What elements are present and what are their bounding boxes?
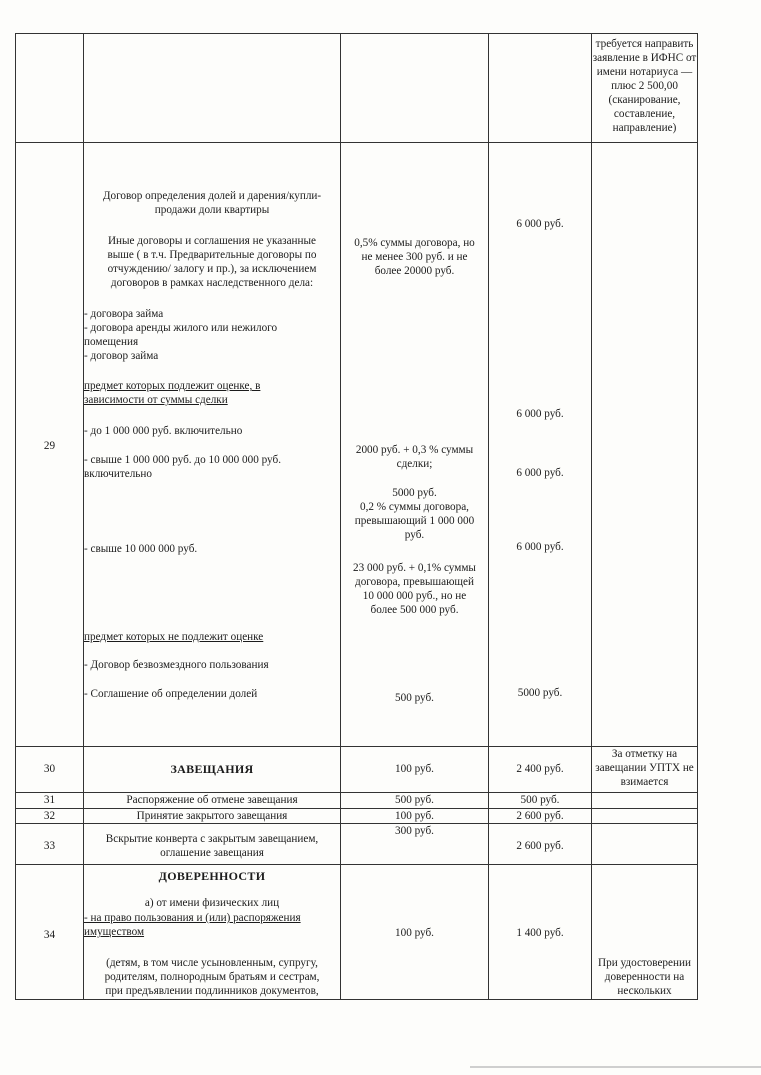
row29-loan-list: - договора займа - договора аренды жилого или нежилого помещения - договор займа [84, 308, 278, 362]
row29-gratuitous-use: - Договор безвозмездного пользования [84, 659, 269, 671]
row31-desc: Распоряжение об отмене завещания [126, 794, 298, 806]
row-border-29-top [15, 142, 698, 143]
row33-duty: 300 руб. [395, 825, 434, 837]
row31-number: 31 [43, 794, 56, 806]
row33-fee: 2 600 руб. [516, 840, 564, 852]
row32-fee: 2 600 руб. [516, 810, 564, 822]
row34-number: 34 [43, 929, 56, 941]
row34-title: ДОВЕРЕННОСТИ [158, 869, 266, 883]
scan-edge-line [470, 1066, 761, 1068]
row-border-bottom [15, 999, 698, 1000]
table-border-col4 [488, 33, 489, 999]
row32-duty: 100 руб. [395, 810, 434, 822]
table-border-right [697, 33, 698, 999]
row30-number: 30 [43, 763, 56, 775]
row29-duty-main: 0,5% суммы договора, но не менее 300 руб. и не более 20000 руб. [354, 237, 475, 277]
row29-fee-last: 5000 руб. [517, 687, 563, 699]
row33-number: 33 [43, 840, 56, 852]
row30-duty: 100 руб. [395, 763, 434, 775]
row34-fee: 1 400 руб. [516, 927, 564, 939]
row29-number: 29 [43, 440, 56, 452]
row29-duty-tier3: 23 000 руб. + 0,1% суммы договора, превышающей 10 000 000 руб., но не более 500 000 руб. [353, 562, 476, 616]
row34-subtitle: а) от имени физических лиц [144, 897, 280, 909]
row29-desc-head: Договор определения долей и дарения/купли- продажи доли квартиры [102, 190, 322, 216]
row34-note: При удостоверении доверенности на нескольких [598, 957, 691, 997]
row34-relatives: (детям, в том числе усыновленным, супругу, родителям, полнородным братьям и сестрам, при предъявлении подлинников документов, [104, 957, 320, 997]
row29-fee-main: 6 000 руб. [516, 218, 564, 230]
row29-tier3: - свыше 10 000 000 руб. [84, 543, 198, 555]
row31-fee: 500 руб. [520, 794, 560, 806]
table-border-left [15, 33, 16, 999]
row29-duty-last: 500 руб. [395, 692, 434, 704]
row30-desc: ЗАВЕЩАНИЯ [170, 762, 254, 776]
row29-duty-tier1: 2000 руб. + 0,3 % суммы сделки; [355, 444, 474, 470]
row29-appraised-head: предмет которых подлежит оценке, в зависимости от суммы сделки [84, 380, 261, 406]
row29-shares-agreement: - Соглашение об определении долей [84, 688, 258, 700]
row-border-top [15, 33, 698, 34]
row32-desc: Принятие закрытого завещания [136, 810, 288, 822]
row34-duty: 100 руб. [395, 927, 434, 939]
row32-number: 32 [43, 810, 56, 822]
row-border-34-top [15, 864, 698, 865]
row29-duty-tier2: 5000 руб. 0,2 % суммы договора, превышающий 1 000 000 руб. [354, 487, 475, 541]
row29-tier2: - свыше 1 000 000 руб. до 10 000 000 руб. включительно [84, 454, 281, 480]
row30-fee: 2 400 руб. [516, 763, 564, 775]
row29-desc-other: Иные договоры и соглашения не указанные выше ( в т.ч. Предварительные договоры по отчуждению/ залогу и пр.), за исключением договоров в рамках наследственного дела: [107, 235, 317, 289]
row33-desc: Вскрытие конверта с закрытым завещанием, оглашение завещания [105, 833, 319, 859]
row29-tier1: - до 1 000 000 руб. включительно [84, 425, 243, 437]
row31-duty: 500 руб. [395, 794, 434, 806]
row34-purpose: - на право пользования и (или) распоряжения имуществом [84, 912, 301, 938]
row30-note: За отметку на завещании УПТХ не взимается [595, 748, 694, 788]
table-border-col5 [591, 33, 592, 999]
row29-not-appraised-head: предмет которых не подлежит оценке [84, 631, 264, 643]
row29-fee-tier1: 6 000 руб. [516, 408, 564, 420]
row29-fee-tier3: 6 000 руб. [516, 541, 564, 553]
row29-fee-tier2: 6 000 руб. [516, 467, 564, 479]
cont-note: требуется направить заявление в ИФНС от имени нотариуса — плюс 2 500,00 (сканирование, составление, направление) [592, 38, 697, 134]
